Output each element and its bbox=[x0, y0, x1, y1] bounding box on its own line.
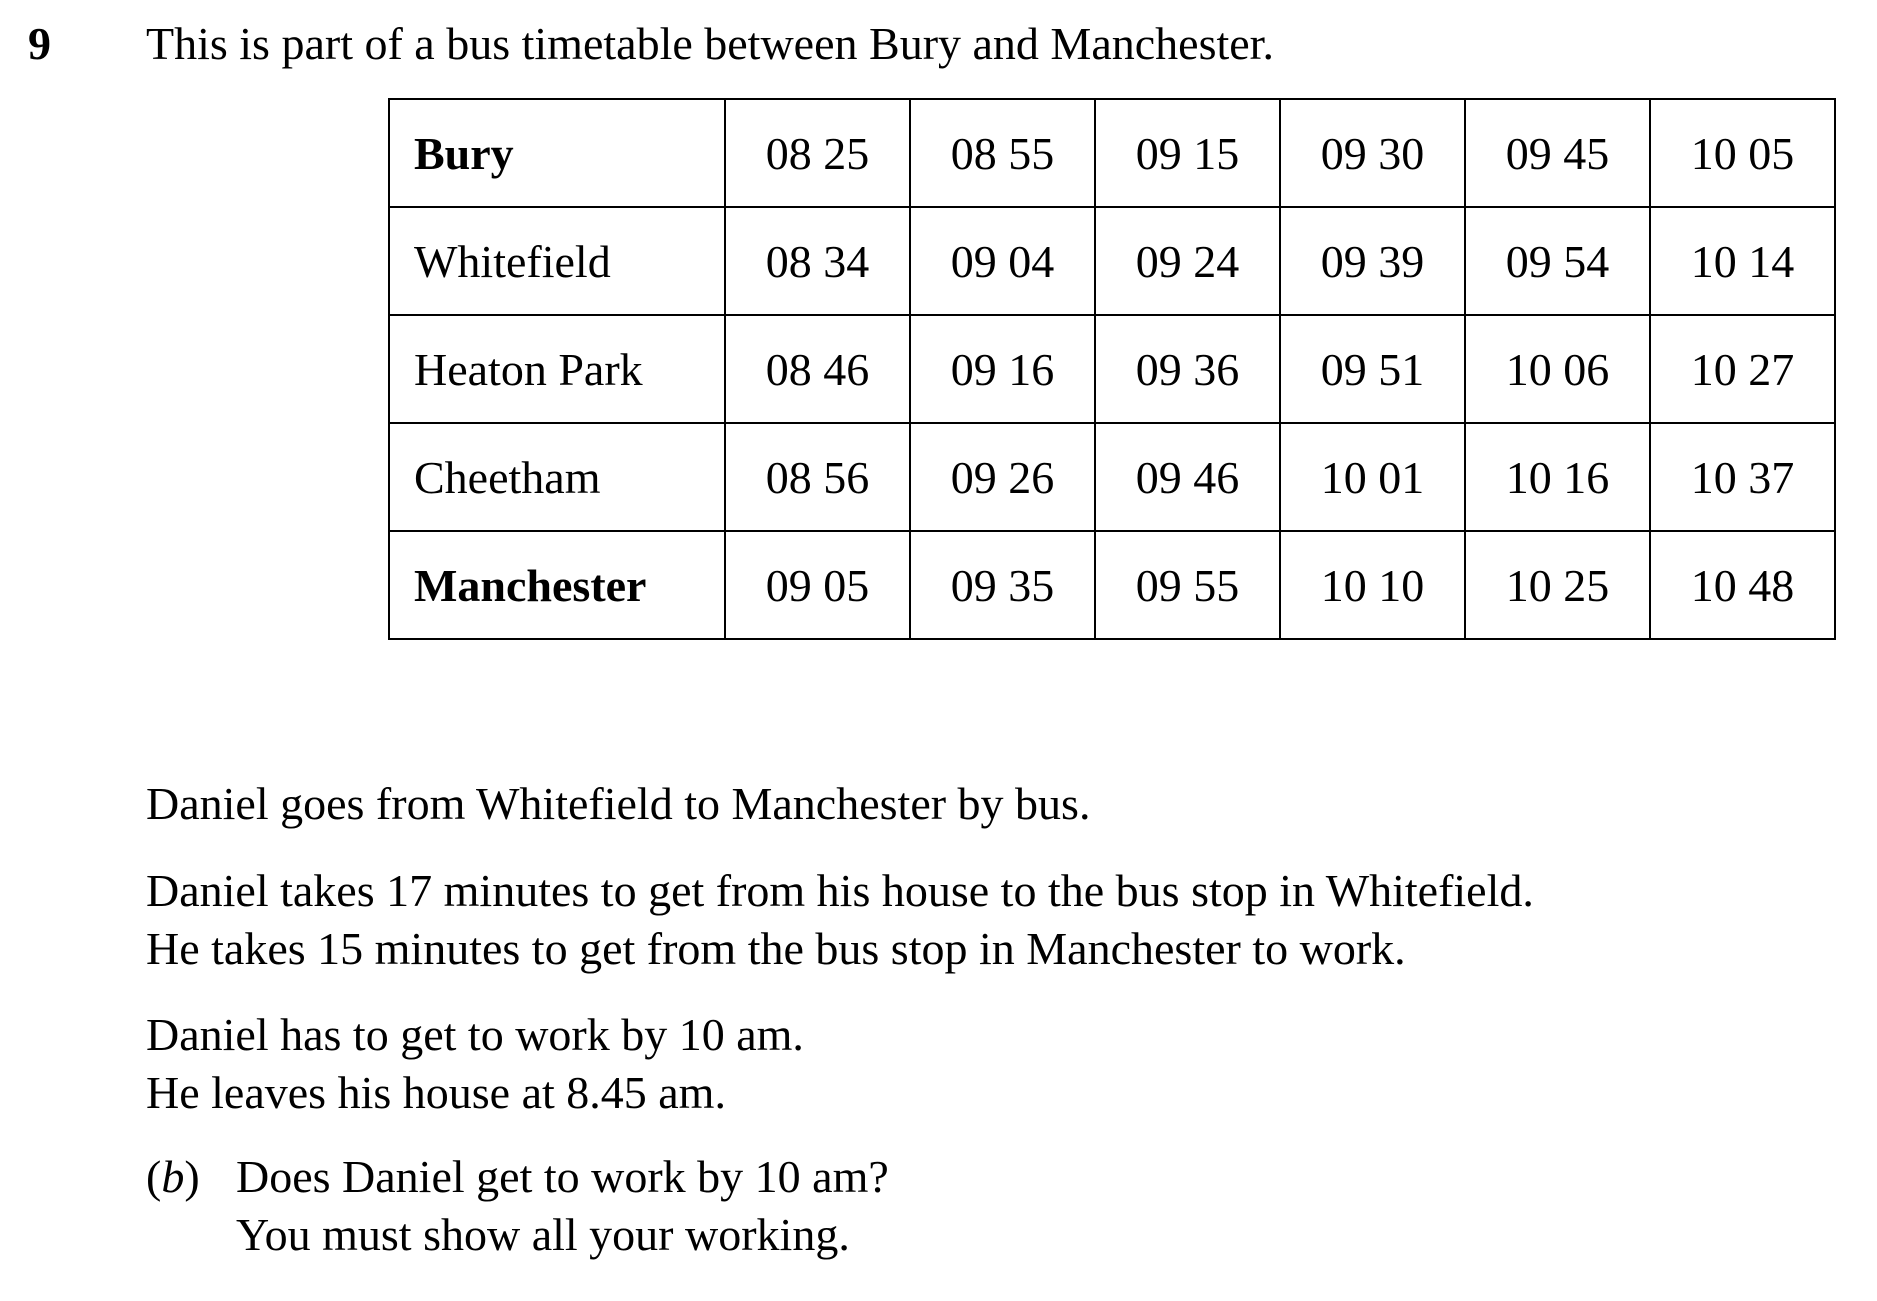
bus-timetable bbox=[388, 98, 1836, 640]
departure-time: 10 48 bbox=[1650, 531, 1835, 639]
departure-time: 08 56 bbox=[725, 423, 910, 531]
departure-time: 09 30 bbox=[1280, 99, 1465, 207]
part-b-line-1: Does Daniel get to work by 10 am? bbox=[236, 1151, 889, 1202]
part-letter: b bbox=[161, 1151, 185, 1202]
departure-time: 10 05 bbox=[1650, 99, 1835, 207]
departure-time: 09 16 bbox=[910, 315, 1095, 423]
departure-time: 10 06 bbox=[1465, 315, 1650, 423]
departure-time: 08 46 bbox=[725, 315, 910, 423]
departure-time: 09 26 bbox=[910, 423, 1095, 531]
departure-time: 08 25 bbox=[725, 99, 910, 207]
departure-time: 09 35 bbox=[910, 531, 1095, 639]
paragraph-journey: Daniel goes from Whitefield to Manchester by bus. bbox=[146, 778, 1091, 829]
departure-time: 08 34 bbox=[725, 207, 910, 315]
part-label: (b) bbox=[146, 1151, 200, 1202]
stop-name: Manchester bbox=[389, 531, 725, 639]
part-b-line-2: You must show all your working. bbox=[236, 1209, 850, 1260]
departure-time: 09 04 bbox=[910, 207, 1095, 315]
question-intro: This is part of a bus timetable between Bury and Manchester. bbox=[146, 18, 1274, 69]
departure-time: 10 10 bbox=[1280, 531, 1465, 639]
departure-time: 08 55 bbox=[910, 99, 1095, 207]
departure-time: 09 39 bbox=[1280, 207, 1465, 315]
departure-time: 10 27 bbox=[1650, 315, 1835, 423]
table-row bbox=[389, 531, 1835, 639]
departure-time: 10 14 bbox=[1650, 207, 1835, 315]
departure-time: 09 05 bbox=[725, 531, 910, 639]
departure-time: 09 24 bbox=[1095, 207, 1280, 315]
departure-time: 10 01 bbox=[1280, 423, 1465, 531]
departure-time: 09 54 bbox=[1465, 207, 1650, 315]
table-row bbox=[389, 423, 1835, 531]
departure-time: 09 36 bbox=[1095, 315, 1280, 423]
paragraph-deadline: Daniel has to get to work by 10 am. bbox=[146, 1009, 804, 1060]
departure-time: 09 46 bbox=[1095, 423, 1280, 531]
stop-name: Cheetham bbox=[389, 423, 725, 531]
question-number: 9 bbox=[28, 18, 51, 69]
departure-time: 09 51 bbox=[1280, 315, 1465, 423]
part-b-question bbox=[236, 1148, 889, 1264]
table-row bbox=[389, 99, 1835, 207]
departure-time: 10 16 bbox=[1465, 423, 1650, 531]
stop-name: Bury bbox=[389, 99, 725, 207]
stop-name: Whitefield bbox=[389, 207, 725, 315]
departure-time: 09 15 bbox=[1095, 99, 1280, 207]
paragraph-walk-to-work: He takes 15 minutes to get from the bus stop in Manchester to work. bbox=[146, 923, 1406, 974]
paragraph-walk-to-stop: Daniel takes 17 minutes to get from his house to the bus stop in Whitefield. bbox=[146, 865, 1534, 916]
paragraph-leave-time: He leaves his house at 8.45 am. bbox=[146, 1067, 726, 1118]
departure-time: 10 25 bbox=[1465, 531, 1650, 639]
table-row bbox=[389, 207, 1835, 315]
table-row bbox=[389, 315, 1835, 423]
departure-time: 09 55 bbox=[1095, 531, 1280, 639]
departure-time: 09 45 bbox=[1465, 99, 1650, 207]
departure-time: 10 37 bbox=[1650, 423, 1835, 531]
stop-name: Heaton Park bbox=[389, 315, 725, 423]
